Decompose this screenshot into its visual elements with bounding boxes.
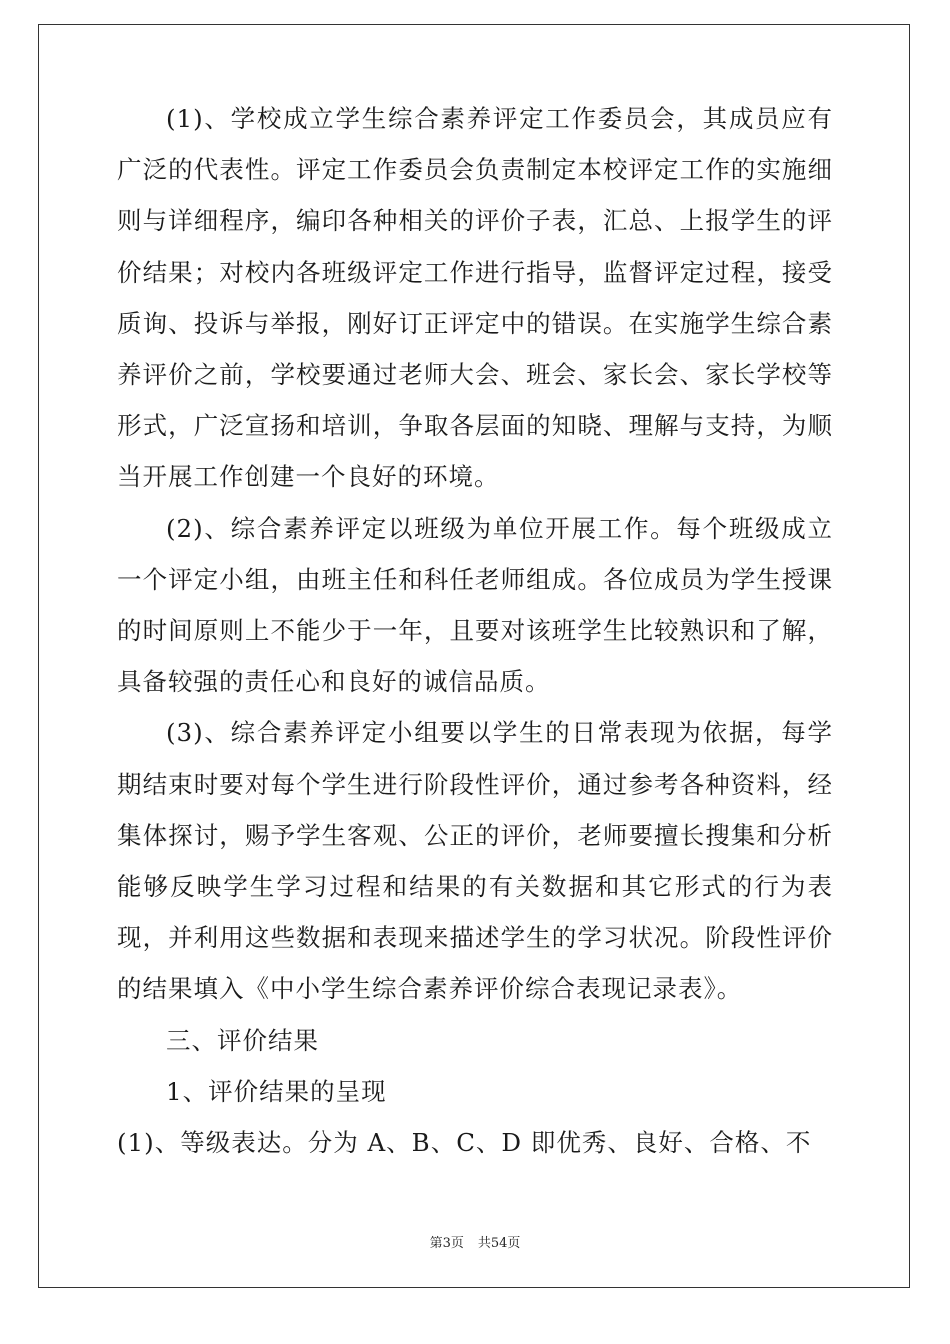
- paragraph-committee: (1)、学校成立学生综合素养评定工作委员会，其成员应有广泛的代表性。评定工作委员会负责制定本校评定工作的实施细则与详细程序，编印各种相关的评价子表，汇总、上报学生的评价结果；对校内各班级评定工作进行指导，监督评定过程，接受质询、投诉与举报，刚好订正评定中的错误。在实施学生综合素养评价之前，学校要通过老师大会、班会、家长会、家长学校等形式，广泛宣扬和培训，争取各层面的知晓、理解与支持，为顺当开展工作创建一个良好的环境。: [117, 104, 833, 492]
- page-number-current: 第3页: [429, 1236, 464, 1251]
- paragraph-evaluation-basis: (3)、综合素养评定小组要以学生的日常表现为依据，每学期结束时要对每个学生进行阶段性评价，通过参考各种资料，经集体探讨，赐予学生客观、公正的评价，老师要擅长搜集和分析能够反映学生学习过程和结果的有关数据和其它形式的行为表现，并利用这些数据和表现来描述学生的学习状况。阶段性评价的结果填入《中小学生综合素养评价综合表现记录表》。: [117, 718, 833, 1004]
- page-number-total: 共54页: [477, 1236, 521, 1251]
- subheading-results-presentation: 1、评价结果的呈现: [166, 1076, 387, 1106]
- document-body: [117, 93, 833, 1168]
- section-heading-results: 三、评价结果: [166, 1025, 319, 1055]
- page-footer: [0, 1232, 950, 1251]
- paragraph-class-group: (2)、综合素养评定以班级为单位开展工作。每个班级成立一个评定小组，由班主任和科任老师组成。各位成员为学生授课的时间原则上不能少于一年，且要对该班学生比较熟识和了解，具备较强的责任心和良好的诚信品质。: [117, 513, 833, 697]
- paragraph-grade-expression: (1)、等级表达。分为 A、B、C、D 即优秀、良好、合格、不: [117, 1128, 812, 1158]
